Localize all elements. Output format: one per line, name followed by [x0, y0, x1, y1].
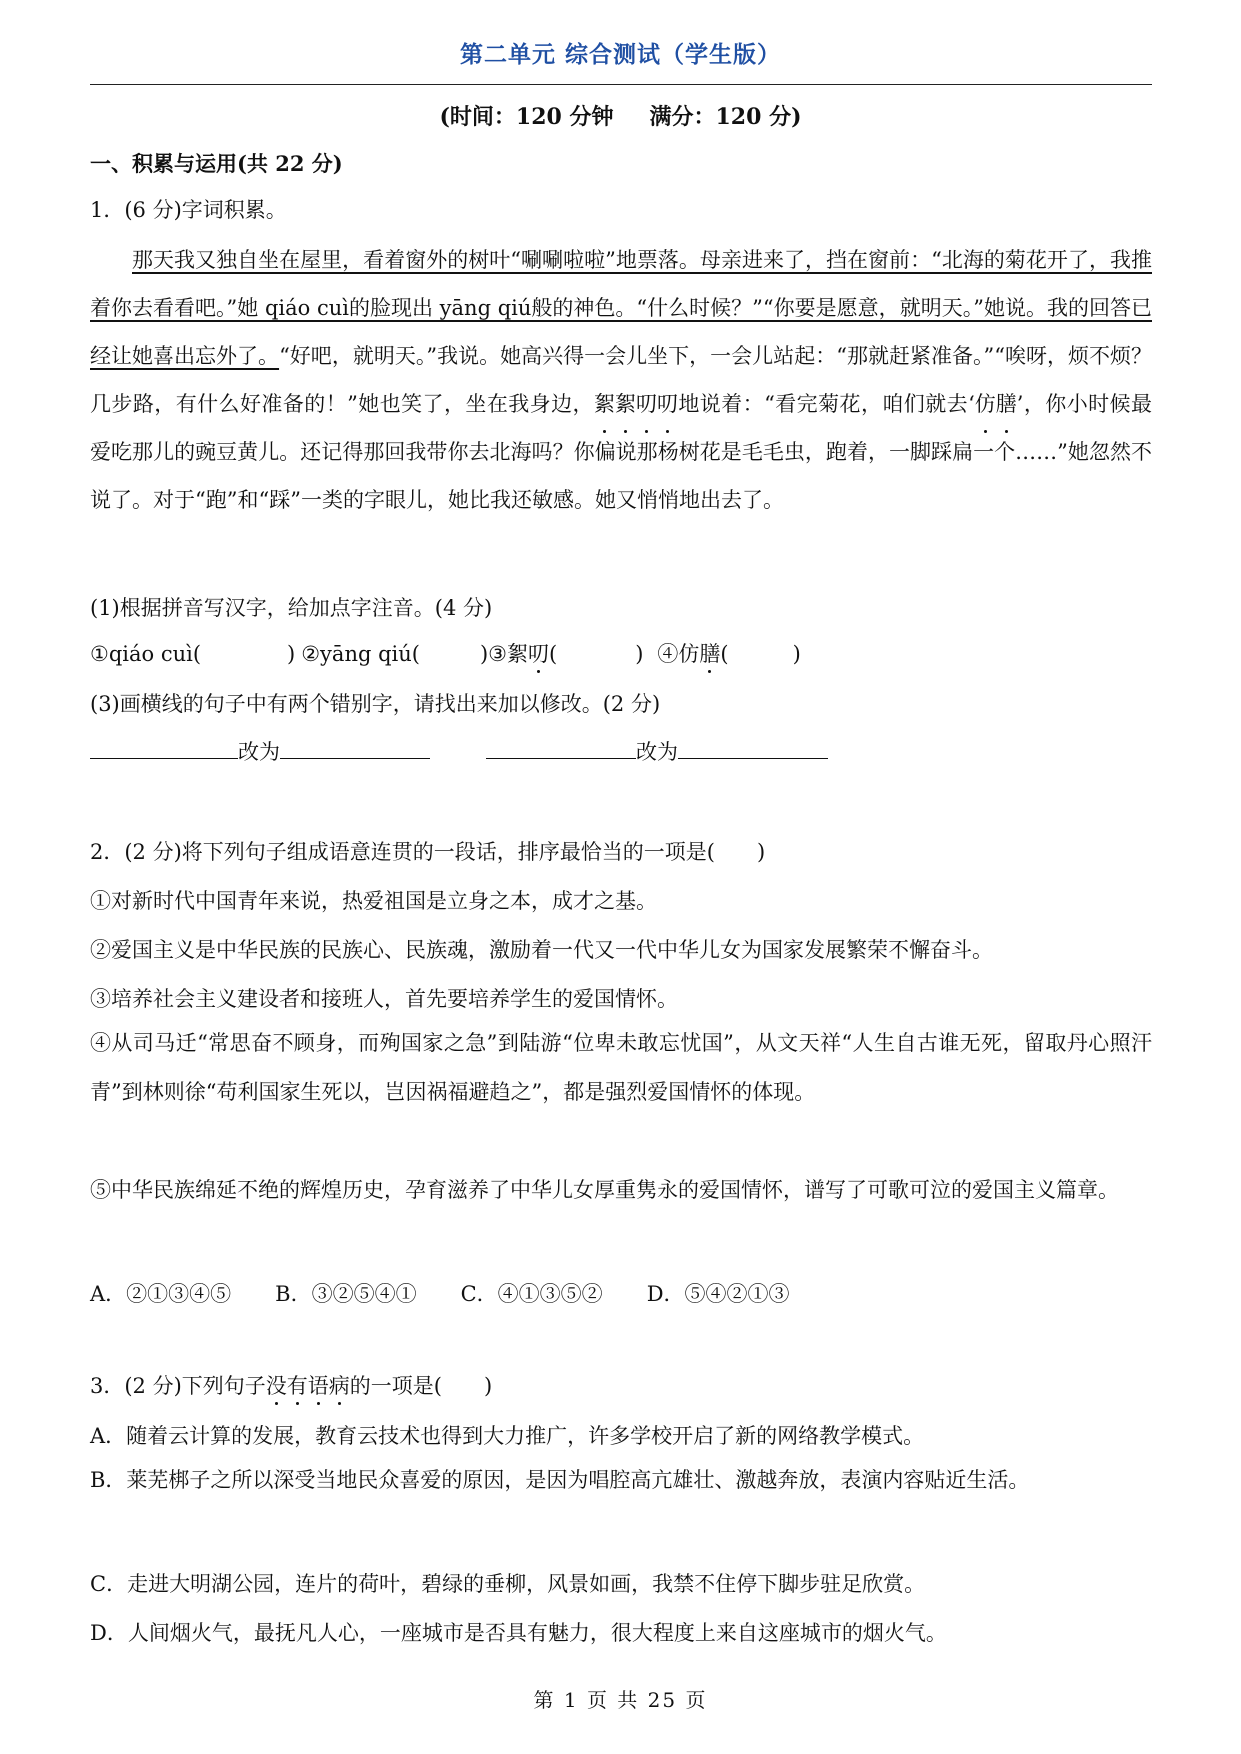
sub-question-1-items: ①qiáo cuì( ) ②yāng qiú( )③絮叨( ) ④仿膳( ) — [90, 638, 801, 668]
sub-question-3: (3)画横线的句子中有两个错别字，请找出来加以修改。(2 分) — [90, 692, 661, 716]
full-score: 满分：120 分) — [649, 104, 802, 130]
exam-info — [0, 100, 1241, 131]
wrong-char-blank-1[interactable] — [90, 736, 238, 759]
emphasis-char: 有 — [287, 1370, 308, 1400]
option-a[interactable]: A．②①③④⑤ — [90, 1282, 232, 1306]
emphasis-char: 叨 — [636, 380, 657, 428]
header-divider — [90, 84, 1152, 85]
question-2-stem: 2．(2 分)将下列句子组成语意连贯的一段话，排序最恰当的一项是( ) — [90, 840, 766, 864]
question-2-sentence-1: ①对新时代中国青年来说，热爱祖国是立身之本，成才之基。 — [90, 889, 657, 913]
correction-blanks: 改为 改为 — [90, 736, 828, 766]
passage-text-b: 地说着：“看完菊花，咱们就去‘ — [677, 392, 975, 416]
time-limit: (时间：120 分钟 — [439, 104, 614, 130]
option-b[interactable]: B．③②⑤④① — [275, 1282, 417, 1306]
correct-char-blank-2[interactable] — [678, 736, 828, 759]
page-title: 第二单元 综合测试（学生版） — [459, 41, 781, 68]
correct-char-blank-1[interactable] — [280, 736, 430, 759]
question-2-sentence-4: ④从司马迁“常思奋不顾身，而殉国家之急”到陆游“位卑未敢忘忧国”，从文天祥“人生自古谁无死，留取丹心照汗青”到林则徐“苟利国家生死以，岂因祸福避趋之”，都是强烈爱国情怀的体现。 — [90, 1031, 1152, 1104]
question-2-sentence-2: ②爱国主义是中华民族的民族心、民族魂，激励着一代又一代中华儿女为国家发展繁荣不懈奋斗。 — [90, 938, 993, 962]
emphasis-char: 絮 — [615, 380, 636, 428]
dotted-char-c: 叨 — [528, 638, 549, 668]
wrong-char-blank-2[interactable] — [486, 736, 636, 759]
passage-dotted-word-1 — [594, 392, 678, 416]
question-3-option-b[interactable]: B．莱芜梆子之所以深受当地民众喜爱的原因，是因为唱腔高亢雄壮、激越奔放，表演内容贴近生活。 — [90, 1468, 1030, 1492]
question-3-option-a[interactable]: A．随着云计算的发展，教育云技术也得到大力推广，许多学校开启了新的网络教学模式。 — [90, 1424, 925, 1448]
option-d[interactable]: D．⑤④②①③ — [646, 1282, 790, 1306]
question-3-stem: 3．(2 分)下列句子没有语病的一项是( ) — [90, 1370, 492, 1400]
char-item-c: ③絮 — [488, 642, 528, 666]
question-2-options — [90, 1278, 834, 1308]
option-c[interactable]: C．④①③⑤② — [460, 1282, 603, 1306]
pinyin-item-a: ①qiáo cuì( — [90, 642, 202, 666]
sub-question-1: (1)根据拼音写汉字，给加点字注音。(4 分) — [90, 596, 493, 620]
passage-text-a: “好吧，就明天。”我说。她高兴得一会儿坐下，一会儿站起：“那就赶紧准备。”“唉呀，烦不烦？几步路，有什么好准备的！”她也笑了，坐在我身边， — [90, 344, 1152, 416]
section-heading: 一、积累与运用(共 22 分) — [90, 151, 343, 176]
emphasis-char: 病 — [329, 1370, 350, 1400]
question-3-option-c[interactable]: C．走进大明湖公园，连片的荷叶，碧绿的垂柳，风景如画，我禁不住停下脚步驻足欣赏。 — [90, 1572, 926, 1596]
dotted-char-d: 膳 — [699, 638, 720, 668]
emphasis-char: 絮 — [594, 380, 615, 428]
emphasis-char: 仿 — [975, 380, 996, 428]
question-1-passage — [90, 236, 1152, 524]
underlined-sentences: 那天我又独自坐在屋里，看着窗外的树叶“唰唰啦啦”地票落。母亲进来了，挡在窗前：“北海的菊花开了，我推着你去看看吧。”她 qiáo cuì的脸现出 yāng qiú般的神色。“什么时候？”“你要是愿意，就明天。”她说。我的回答已经让她喜出忘外了。 — [90, 248, 1152, 368]
dotted-keyword — [266, 1374, 350, 1398]
passage-text-c: ’，你小时候最爱吃那儿的豌豆黄儿。还记得那回我带你去北海吗？你偏说那杨树花是毛毛虫，跑着，一脚踩扁一个……”她忽然不说了。对于“跑”和“踩”一类的字眼儿，她比我还敏感。她又悄悄地出去了。 — [90, 392, 1152, 512]
emphasis-char: 叨 — [657, 380, 678, 428]
emphasis-char: 语 — [308, 1370, 329, 1400]
passage-dotted-word-2 — [975, 392, 1017, 416]
question-3-option-d[interactable]: D．人间烟火气，最抚凡人心，一座城市是否具有魅力，很大程度上来自这座城市的烟火气。 — [90, 1621, 947, 1645]
page-number: 第 1 页 共 25 页 — [533, 1688, 708, 1712]
question-2-sentence-5: ⑤中华民族绵延不绝的辉煌历史，孕育滋养了中华儿女厚重隽永的爱国情怀，谱写了可歌可泣的爱国主义篇章。 — [90, 1178, 1119, 1202]
question-1-stem: 1．(6 分)字词积累。 — [90, 198, 287, 222]
char-item-d: ④仿 — [657, 642, 700, 666]
pinyin-item-b: ②yāng qiú( — [301, 642, 420, 666]
emphasis-char: 没 — [266, 1370, 287, 1400]
emphasis-char: 膳 — [996, 380, 1017, 428]
question-2-sentence-3: ③培养社会主义建设者和接班人，首先要培养学生的爱国情怀。 — [90, 987, 678, 1011]
